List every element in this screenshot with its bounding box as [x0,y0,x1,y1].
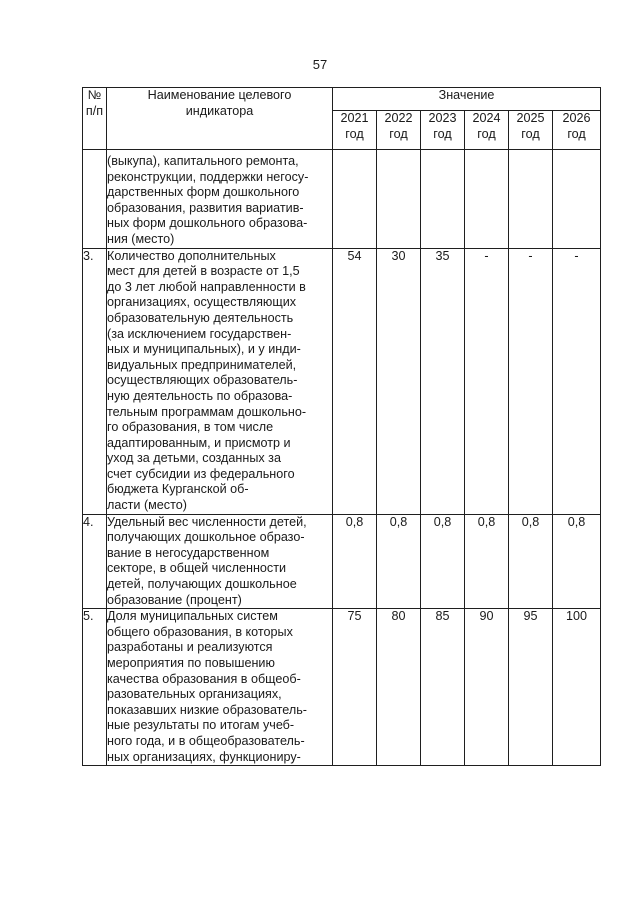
year-unit: год [521,126,540,141]
indicator-name-line: получающих дошкольное образо- [107,530,305,545]
indicator-value [509,150,553,249]
indicator-name-line: качества образования в общеоб- [107,671,301,686]
indicator-name-line: тельным программам дошкольно- [107,404,307,419]
header-year-2024 [465,111,509,150]
indicator-name-line: мероприятия по повышению [107,656,275,670]
page-number: 57 [312,57,328,72]
indicator-name-line: Удельный вес численности детей, [107,514,307,529]
indicator-name-line: (за исключением государствен- [107,326,292,341]
table-row [83,514,601,609]
year-unit: год [433,126,452,141]
indicator-value: - [465,248,509,514]
indicator-value: 0,8 [509,514,553,609]
indicator-value: 0,8 [333,514,377,609]
indicator-name-line: го образования, в том числе [107,420,274,435]
indicator-name-line: мест для детей в возрасте от 1,5 [107,264,300,279]
table-row [83,150,601,249]
header-name-line-1: Наименование целевого [147,88,292,102]
year-label: 2021 [340,111,369,125]
indicator-name [107,514,333,609]
indicator-name [107,248,333,514]
indicator-name-line: бюджета Курганской об- [107,482,249,497]
indicator-name-line: разовательных организациях, [107,687,282,702]
indicator-name-line: Количество дополнительных [107,248,276,263]
indicator-name-line: образование (процент) [107,592,242,607]
indicator-value: 85 [421,609,465,766]
indicator-value: 100 [553,609,601,766]
indicator-name-line: разработаны и реализуются [107,640,273,655]
header-value-group: Значение [333,88,601,111]
header-number-line-2: п/п [85,103,104,118]
indicator-name-line: ных и муниципальных), и у инди- [107,342,301,357]
indicator-name-line: реконструкции, поддержки негосу- [107,169,309,184]
indicators-table [82,87,601,766]
indicator-value [553,150,601,249]
row-number: 3. [83,248,107,514]
indicator-name-line: общего образования, в которых [107,624,293,639]
year-unit: год [477,126,496,141]
header-year-2021 [333,111,377,150]
year-unit: год [567,126,586,141]
indicator-name-line: ные результаты по итогам учеб- [107,718,295,733]
indicator-name-line: дарственных форм дошкольного [107,185,300,200]
indicator-name-line: показавших низкие образователь- [107,702,307,717]
header-name-cell [107,88,333,150]
year-label: 2026 [562,111,591,125]
indicator-name-line: ласти (место) [107,498,187,513]
table-row [83,609,601,766]
indicator-value [333,150,377,249]
indicator-name-line: осуществляющих образователь- [107,373,298,388]
indicator-name-line: ного года, и в общеобразователь- [107,733,305,748]
indicator-value [421,150,465,249]
year-label: 2022 [384,111,413,125]
indicator-value: 0,8 [553,514,601,609]
year-label: 2024 [472,111,501,125]
indicator-value: 75 [333,609,377,766]
indicator-value: 90 [465,609,509,766]
header-year-2023 [421,111,465,150]
indicator-value: 35 [421,248,465,514]
row-number: 4. [83,514,107,609]
indicator-value: 80 [377,609,421,766]
indicator-name-line: ных организациях, функциониру- [107,749,301,764]
year-unit: год [345,126,364,141]
indicator-name-line: (выкупа), капитального ремонта, [107,154,299,168]
indicator-name-line: вание в негосударственном [107,545,270,560]
row-number: 5. [83,609,107,766]
indicator-value: 95 [509,609,553,766]
header-name-line-2: индикатора [185,103,254,118]
indicator-name-line: до 3 лет любой направленности в [107,279,306,294]
indicator-name-line: адаптированным, и присмотр и [107,435,291,450]
header-year-2025 [509,111,553,150]
indicator-value: 30 [377,248,421,514]
indicator-value [465,150,509,249]
indicator-name [107,150,333,249]
table-row [83,248,601,514]
indicator-name-line: Доля муниципальных систем [107,609,278,624]
indicator-name-line: ных форм дошкольного образова- [107,216,308,231]
indicator-name-line: видуальных предпринимателей, [107,357,297,372]
indicator-name-line: детей, получающих дошкольное [107,577,297,592]
indicator-name-line: образовательную деятельность [107,310,294,325]
header-year-2026 [553,111,601,150]
year-label: 2025 [516,111,545,125]
header-number-cell [83,88,107,150]
indicator-value: 0,8 [377,514,421,609]
indicator-name-line: ния (место) [107,231,175,246]
indicator-name-line: организациях, осуществляющих [107,295,297,310]
indicator-name-line: образования, развития вариатив- [107,200,304,215]
indicator-value: 0,8 [421,514,465,609]
header-number-line-1: № [87,88,102,102]
year-unit: год [389,126,408,141]
indicator-value [377,150,421,249]
indicator-value: - [509,248,553,514]
indicator-name-line: ную деятельность по образова- [107,388,293,403]
header-year-2022 [377,111,421,150]
indicator-name-line: секторе, в общей численности [107,561,287,576]
indicator-name-line: счет субсидии из федерального [107,466,295,481]
indicator-name [107,609,333,766]
table-body [83,150,601,766]
indicator-name-line: уход за детьми, созданных за [107,451,281,466]
indicator-value: - [553,248,601,514]
indicator-value: 54 [333,248,377,514]
indicator-value: 0,8 [465,514,509,609]
row-number [83,150,107,249]
year-label: 2023 [428,111,457,125]
